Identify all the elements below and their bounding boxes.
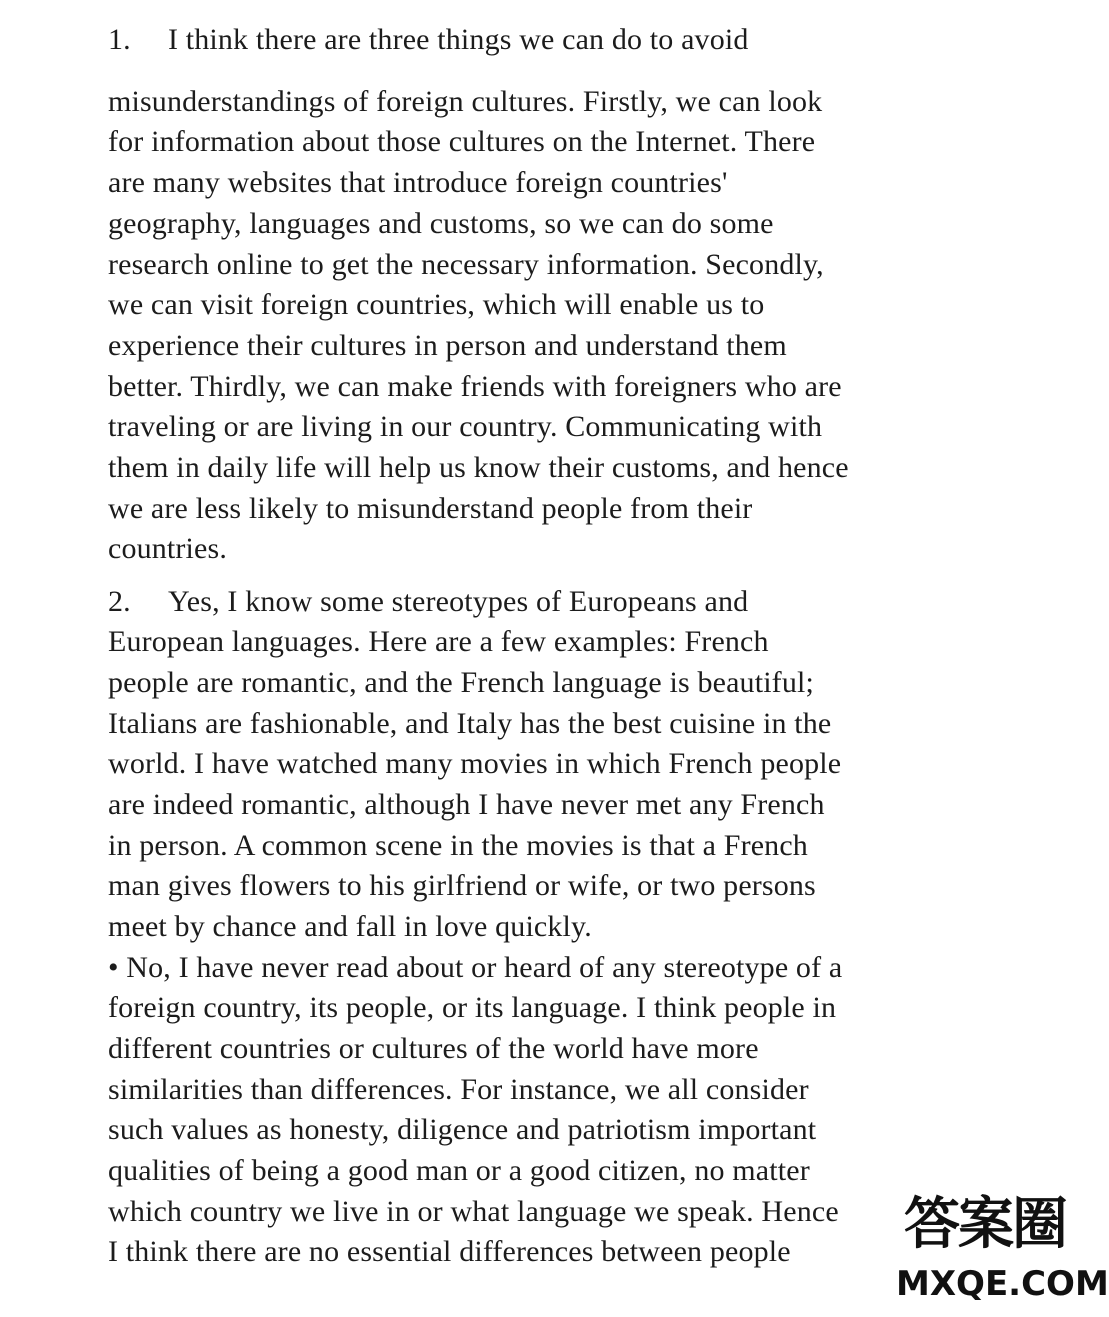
q1-line: we can visit foreign countries, which will enable us to <box>108 288 765 321</box>
q2b-line: similarities than differences. For instance, we all consider <box>108 1073 809 1106</box>
q1-line: research online to get the necessary information. Secondly, <box>108 248 824 281</box>
q2b-line: I think there are no essential differences between people <box>108 1235 791 1268</box>
q2-line: European languages. Here are a few examples: French <box>108 625 769 658</box>
q2b-line: which country we live in or what language we speak. Hence <box>108 1195 839 1228</box>
q2b-line: such values as honesty, diligence and patriotism important <box>108 1113 817 1146</box>
q1-line: countries. <box>108 532 227 565</box>
q1-line: traveling or are living in our country. Communicating with <box>108 410 823 443</box>
watermark-logo <box>896 1191 1109 1311</box>
q1-line: them in daily life will help us know their customs, and hence <box>108 451 849 484</box>
q1-first-line-text: I think there are three things we can do to avoid <box>168 23 749 56</box>
q2-first-line <box>108 582 748 622</box>
watermark-top-text: 答案圈 <box>904 1192 1066 1257</box>
q1-number: 1. <box>108 23 131 56</box>
q2-line: Italians are fashionable, and Italy has the best cuisine in the <box>108 707 832 740</box>
watermark-bottom-text: MXQE.COM <box>896 1264 1109 1304</box>
q2-number: 2. <box>108 585 131 618</box>
q2b-line: qualities of being a good man or a good citizen, no matter <box>108 1154 810 1187</box>
q1-line: experience their cultures in person and understand them <box>108 329 787 362</box>
q1-line: misunderstandings of foreign cultures. Firstly, we can look <box>108 85 823 118</box>
q2-line: people are romantic, and the French language is beautiful; <box>108 666 814 699</box>
q2-line: are indeed romantic, although I have never met any French <box>108 788 825 821</box>
q2-line: world. I have watched many movies in which French people <box>108 747 842 780</box>
q1-line: for information about those cultures on the Internet. There <box>108 125 816 158</box>
q1-line: geography, languages and customs, so we can do some <box>108 207 774 240</box>
q1-line: we are less likely to misunderstand people from their <box>108 492 753 525</box>
q1-line: better. Thirdly, we can make friends with foreigners who are <box>108 370 842 403</box>
q2b-line: foreign country, its people, or its language. I think people in <box>108 991 837 1024</box>
q2-first-line-text: Yes, I know some stereotypes of Europeans and <box>168 585 749 618</box>
q2-line: man gives flowers to his girlfriend or wife, or two persons <box>108 869 816 902</box>
q2-line: in person. A common scene in the movies is that a French <box>108 829 808 862</box>
q2b-line: • No, I have never read about or heard of any stereotype of a <box>108 951 843 984</box>
q1-line: are many websites that introduce foreign countries' <box>108 166 728 199</box>
q1-first-line <box>108 20 749 60</box>
q2-line: meet by chance and fall in love quickly. <box>108 910 592 943</box>
q2b-line: different countries or cultures of the world have more <box>108 1032 759 1065</box>
